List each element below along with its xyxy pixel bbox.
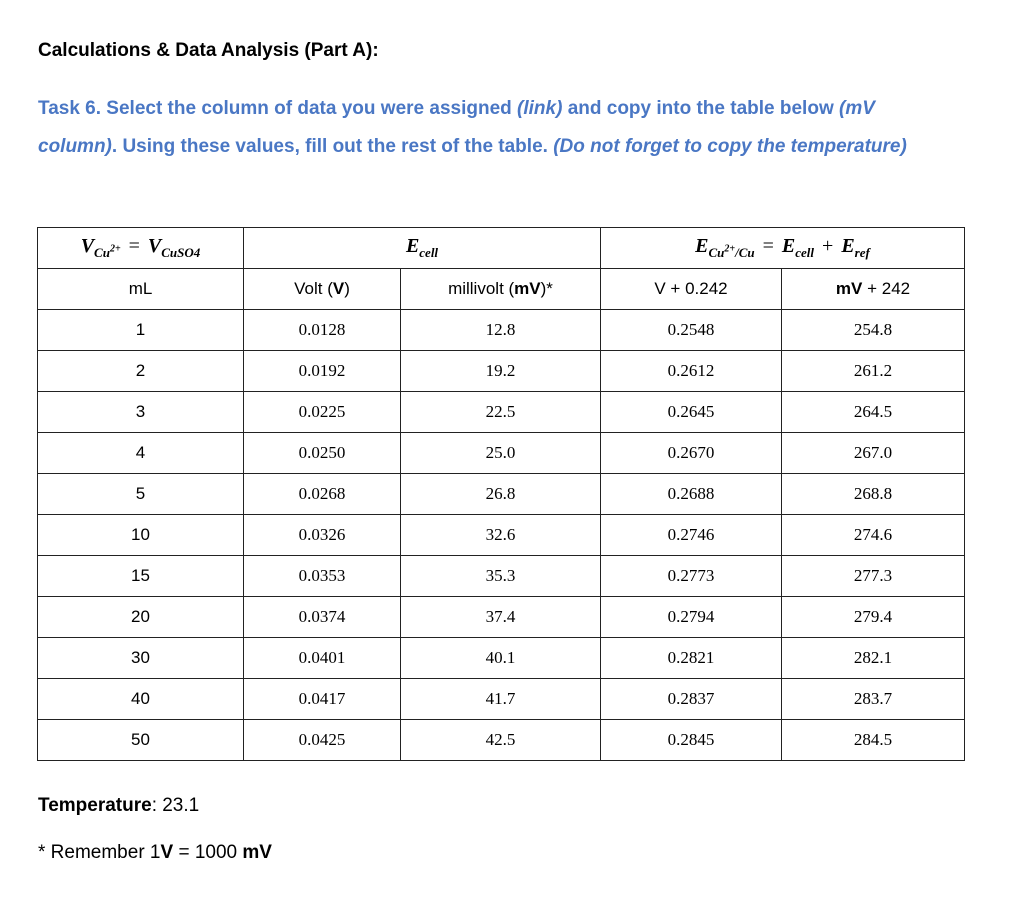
- cell-ml: 1: [38, 310, 244, 351]
- cell-e-volt: 0.2746: [601, 515, 782, 556]
- cell-millivolt: 32.6: [401, 515, 601, 556]
- cell-volt: 0.0268: [244, 474, 401, 515]
- task-text: Task 6. Select the column of data you were assigned: [38, 98, 518, 119]
- cell-e-millivolt: 254.8: [782, 310, 965, 351]
- cell-ml: 4: [38, 433, 244, 474]
- header-volume-formula: $V_{Cu^{2+}} = V_{CuSO4}$: [38, 228, 244, 269]
- cell-millivolt: 37.4: [401, 597, 601, 638]
- cell-ml: 40: [38, 679, 244, 720]
- temperature-value: : 23.1: [151, 795, 200, 816]
- cell-e-volt: 0.2773: [601, 556, 782, 597]
- table-row: [38, 597, 965, 638]
- cell-millivolt: 25.0: [401, 433, 601, 474]
- cell-e-millivolt: 261.2: [782, 351, 965, 392]
- cell-e-volt: 0.2821: [601, 638, 782, 679]
- cell-volt: 0.0401: [244, 638, 401, 679]
- cell-ml: 5: [38, 474, 244, 515]
- data-table: [37, 227, 965, 761]
- cell-e-volt: 0.2548: [601, 310, 782, 351]
- cell-ml: 20: [38, 597, 244, 638]
- cell-volt: 0.0353: [244, 556, 401, 597]
- table-row: [38, 720, 965, 761]
- conversion-note: * Remember 1V = 1000 mV: [38, 842, 272, 863]
- cell-e-volt: 0.2688: [601, 474, 782, 515]
- header-millivolt: millivolt (mV)*: [401, 269, 601, 310]
- cell-millivolt: 41.7: [401, 679, 601, 720]
- cell-volt: 0.0250: [244, 433, 401, 474]
- cell-millivolt: 40.1: [401, 638, 601, 679]
- cell-e-volt: 0.2645: [601, 392, 782, 433]
- table-header-row-units: [38, 269, 965, 310]
- page-title: Calculations & Data Analysis (Part A):: [38, 40, 379, 61]
- cell-e-millivolt: 264.5: [782, 392, 965, 433]
- header-volt: Volt (V): [244, 269, 401, 310]
- cell-millivolt: 12.8: [401, 310, 601, 351]
- cell-e-volt: 0.2670: [601, 433, 782, 474]
- table-row: [38, 679, 965, 720]
- task-text-2: and copy into the table below: [562, 98, 839, 119]
- header-ecell-formula: $E_{cell}$: [244, 228, 601, 269]
- table-row: [38, 433, 965, 474]
- cell-ml: 30: [38, 638, 244, 679]
- table-row: [38, 351, 965, 392]
- cell-millivolt: 22.5: [401, 392, 601, 433]
- cell-volt: 0.0417: [244, 679, 401, 720]
- task-note-text: (Do not forget to copy the temperature): [553, 136, 907, 157]
- cell-e-volt: 0.2837: [601, 679, 782, 720]
- cell-ml: 10: [38, 515, 244, 556]
- table-row: [38, 392, 965, 433]
- cell-millivolt: 42.5: [401, 720, 601, 761]
- header-ml: mL: [38, 269, 244, 310]
- cell-e-volt: 0.2794: [601, 597, 782, 638]
- task-instructions: [38, 90, 918, 166]
- cell-volt: 0.0374: [244, 597, 401, 638]
- cell-ml: 2: [38, 351, 244, 392]
- table-header-row-formulas: [38, 228, 965, 269]
- cell-volt: 0.0326: [244, 515, 401, 556]
- cell-ml: 3: [38, 392, 244, 433]
- table-row: [38, 556, 965, 597]
- cell-e-millivolt: 279.4: [782, 597, 965, 638]
- table-row: [38, 310, 965, 351]
- task-link-text: (link): [517, 98, 563, 119]
- cell-e-millivolt: 277.3: [782, 556, 965, 597]
- cell-ml: 15: [38, 556, 244, 597]
- header-v-plus-242: V + 0.242: [601, 269, 782, 310]
- temperature: [38, 795, 199, 817]
- table-row: [38, 515, 965, 556]
- cell-e-millivolt: 282.1: [782, 638, 965, 679]
- cell-volt: 0.0225: [244, 392, 401, 433]
- cell-millivolt: 26.8: [401, 474, 601, 515]
- cell-volt: 0.0192: [244, 351, 401, 392]
- cell-millivolt: 35.3: [401, 556, 601, 597]
- cell-volt: 0.0128: [244, 310, 401, 351]
- cell-millivolt: 19.2: [401, 351, 601, 392]
- table-row: [38, 638, 965, 679]
- cell-e-millivolt: 274.6: [782, 515, 965, 556]
- cell-volt: 0.0425: [244, 720, 401, 761]
- cell-e-millivolt: 283.7: [782, 679, 965, 720]
- cell-e-millivolt: 284.5: [782, 720, 965, 761]
- cell-ml: 50: [38, 720, 244, 761]
- temperature-label: Temperature: [38, 795, 152, 816]
- task-mv-column-text: (mV column): [38, 98, 875, 157]
- task-text-3: . Using these values, fill out the rest of the table.: [111, 136, 554, 157]
- cell-e-volt: 0.2845: [601, 720, 782, 761]
- table-row: [38, 474, 965, 515]
- header-ecu-formula: $E_{Cu^{2+}/Cu} = E_{cell} + E_{ref}$: [601, 228, 965, 269]
- cell-e-millivolt: 267.0: [782, 433, 965, 474]
- cell-e-volt: 0.2612: [601, 351, 782, 392]
- header-mv-plus-242: mV + 242: [782, 269, 965, 310]
- cell-e-millivolt: 268.8: [782, 474, 965, 515]
